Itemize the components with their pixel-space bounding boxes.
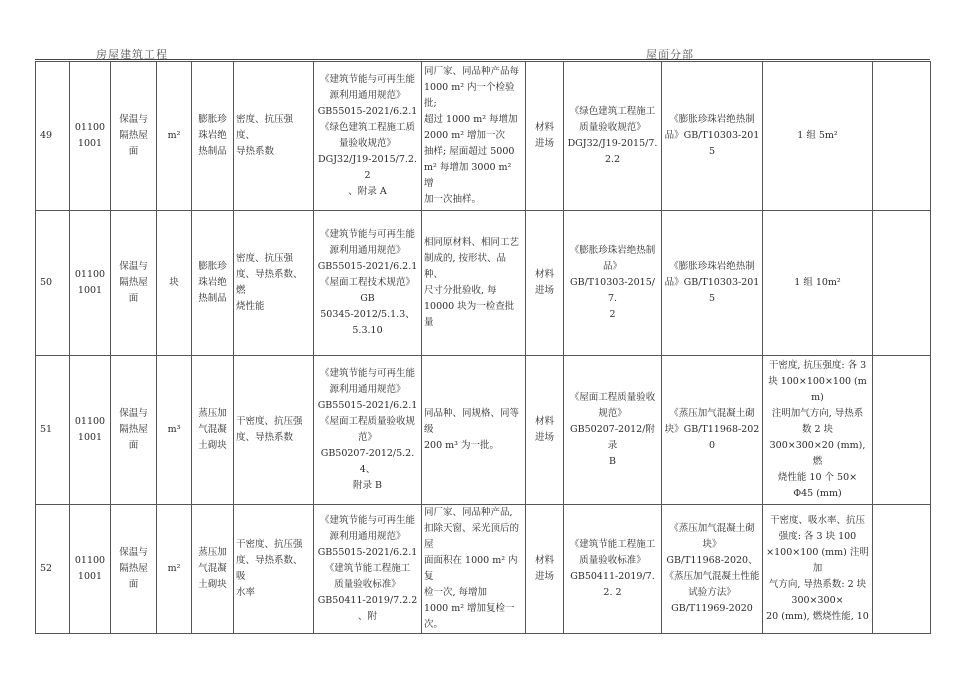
- cell-unit: m³: [157, 356, 192, 505]
- cell-batch-rule-line: 检一次, 每增加: [424, 587, 488, 598]
- cell-acceptance-standard-line: 规范》: [598, 408, 627, 419]
- cell-batch-rule-line: 面面积在 1000 m² 内复: [424, 555, 518, 582]
- cell-material-line: 蒸压加: [198, 408, 227, 419]
- cell-standard-basis: [314, 356, 422, 505]
- cell-timing-line: 材料: [534, 122, 554, 133]
- cell-standard-basis-line: 《绿色建筑工程施工质: [319, 122, 415, 133]
- cell-code-line: 01100: [74, 416, 106, 427]
- cell-material-line: 热制品: [198, 293, 227, 304]
- cell-standard-basis: [314, 505, 422, 634]
- cell-unit: 块: [157, 211, 192, 356]
- inspection-table: [35, 61, 931, 634]
- cell-batch-rule-line: 1000 m² 增加复检一次。: [424, 603, 515, 630]
- cell-timing-line: 进场: [534, 571, 554, 582]
- cell-acceptance-standard: [564, 211, 662, 356]
- cell-sample-size-line: 干密度、吸水率、抗压: [769, 515, 865, 526]
- cell-code-line: 01100: [74, 122, 106, 133]
- cell-unit: m²: [157, 62, 192, 211]
- cell-test-method-line: 品》GB/T10303-2015: [664, 130, 760, 157]
- cell-acceptance-standard-line: 质量验收规范》: [579, 122, 646, 133]
- cell-batch-rule-line: 2000 m² 增加一次: [424, 130, 506, 141]
- cell-batch-rule-line: 扣除天窗、采光顶后的屋: [424, 523, 520, 550]
- cell-acceptance-standard-line: 2: [609, 309, 616, 320]
- cell-sample-size-line: 1 组 10m²: [794, 277, 841, 288]
- cell-test-method-line: 块》GB/T11968-2020: [664, 424, 760, 451]
- table-row: [36, 505, 931, 634]
- cell-material: [192, 211, 234, 356]
- cell-remarks: [873, 505, 931, 634]
- cell-number: 51: [36, 356, 70, 505]
- cell-batch-rule: [422, 62, 526, 211]
- cell-standard-basis: [314, 62, 422, 211]
- cell-acceptance-standard: [564, 62, 662, 211]
- cell-test-items-line: 导热系数: [236, 146, 275, 157]
- cell-code-line: 1001: [77, 285, 103, 296]
- cell-standard-basis-line: 《屋面工程技术规范》: [319, 277, 415, 288]
- cell-category-line: 隔热屋: [119, 277, 148, 288]
- cell-code-line: 01100: [74, 555, 106, 566]
- cell-sample-size: [763, 62, 873, 211]
- cell-number: 50: [36, 211, 70, 356]
- cell-test-items-line: 干密度、抗压强: [236, 416, 303, 427]
- cell-batch-rule-line: 10000 块为一检查批量: [424, 301, 515, 328]
- cell-test-method: [662, 356, 763, 505]
- cell-standard-basis-line: GB55015-2021/6.2.1: [317, 400, 418, 411]
- cell-standard-basis-line: 、附录 A: [348, 186, 387, 197]
- cell-test-items-line: 密度、抗压强: [236, 253, 294, 264]
- cell-code: [70, 62, 111, 211]
- cell-standard-basis-line: GB55015-2021/6.2.1: [317, 547, 418, 558]
- cell-batch-rule-line: m² 每增加 3000 m² 增: [424, 162, 512, 189]
- cell-sample-size-line: 注明加气方向, 导热系: [771, 408, 864, 419]
- cell-acceptance-standard-line: 《屋面工程质量验收: [569, 392, 656, 403]
- cell-timing: [526, 62, 564, 211]
- cell-timing: [526, 356, 564, 505]
- cell-acceptance-standard-line: 《膨胀珍珠岩绝热制: [569, 245, 656, 256]
- header-project-title: 房屋建筑工程: [96, 48, 168, 61]
- cell-test-items: [234, 62, 314, 211]
- cell-category-line: 保温与: [119, 114, 148, 125]
- cell-batch-rule: [422, 211, 526, 356]
- cell-number: 52: [36, 505, 70, 634]
- cell-standard-basis-line: 质量验收标准》: [334, 579, 401, 590]
- cell-test-method-line: 《蒸压加气混凝土砌: [669, 523, 755, 534]
- cell-standard-basis-line: GB55015-2021/6.2.1: [317, 261, 418, 272]
- header-division-title: 屋面分部: [646, 48, 694, 61]
- cell-code-line: 01100: [74, 269, 106, 280]
- cell-standard-basis-line: 《建筑节能与可再生能: [319, 368, 415, 379]
- header-rule: [35, 59, 930, 60]
- cell-sample-size-line: 300×300×: [791, 595, 844, 606]
- cell-category: [111, 211, 157, 356]
- cell-material-line: 珠岩绝: [198, 130, 227, 141]
- cell-sample-size-line: 烧性能 10 个 50×: [777, 472, 858, 483]
- cell-batch-rule-line: 加一次抽样。: [424, 194, 482, 205]
- cell-sample-size-line: 300×300×20 (mm), 燃: [769, 440, 866, 467]
- cell-timing-line: 材料: [534, 269, 554, 280]
- cell-test-method-line: 试验方法》: [688, 587, 736, 598]
- cell-standard-basis-line: 源利用通用规范》: [329, 90, 406, 101]
- cell-timing-line: 材料: [534, 555, 554, 566]
- cell-test-items-line: 密度、抗压强度、: [236, 114, 294, 141]
- cell-batch-rule-line: 相同原材料、相同工艺: [424, 237, 520, 248]
- cell-unit: m²: [157, 505, 192, 634]
- cell-standard-basis-line: 50345-2012/5.1.3、: [320, 309, 415, 320]
- cell-batch-rule-line: 抽样; 屋面超过 5000: [424, 146, 515, 157]
- cell-test-method-line: GB/T11969-2020: [671, 603, 753, 614]
- table-row: [36, 356, 931, 505]
- cell-material-line: 蒸压加: [198, 547, 227, 558]
- cell-acceptance-standard-line: 品》: [602, 261, 622, 272]
- cell-standard-basis-line: 《建筑节能工程施工: [324, 563, 411, 574]
- cell-batch-rule: [422, 356, 526, 505]
- cell-material-line: 热制品: [198, 146, 227, 157]
- cell-standard-basis-line: 《屋面工程质量验收规: [319, 416, 415, 427]
- cell-timing-line: 进场: [534, 285, 554, 296]
- cell-test-items: [234, 211, 314, 356]
- cell-acceptance-standard-line: 2.2: [604, 154, 621, 165]
- cell-batch-rule: [422, 505, 526, 634]
- cell-test-items-line: 水率: [236, 587, 256, 598]
- cell-batch-rule-line: 尺寸分批验收, 每: [424, 285, 497, 296]
- cell-test-items-line: 度、导热系数、吸: [236, 555, 303, 582]
- cell-test-method-line: 块》: [702, 539, 722, 550]
- cell-category-line: 隔热屋: [119, 563, 148, 574]
- table-body: [36, 62, 931, 634]
- cell-standard-basis-line: 源利用通用规范》: [329, 384, 406, 395]
- cell-code-line: 1001: [77, 432, 103, 443]
- cell-sample-size-line: 数 2 块: [801, 424, 834, 435]
- cell-acceptance-standard: [564, 356, 662, 505]
- cell-batch-rule-line: 1000 m² 内一个检验批;: [424, 82, 515, 109]
- cell-standard-basis-line: GB: [360, 293, 375, 304]
- cell-acceptance-standard-line: 《建筑节能工程施工: [569, 539, 656, 550]
- cell-standard-basis-line: 附录 B: [352, 480, 382, 491]
- cell-sample-size: [763, 505, 873, 634]
- cell-material: [192, 356, 234, 505]
- cell-remarks: [873, 62, 931, 211]
- cell-code: [70, 211, 111, 356]
- cell-code-line: 1001: [77, 138, 103, 149]
- cell-batch-rule-line: 200 m³ 为一批。: [424, 440, 499, 451]
- cell-sample-size-line: 强度: 各 3 块 100: [778, 531, 857, 542]
- cell-standard-basis-line: DGJ32/J19-2015/7.2.2: [318, 154, 417, 181]
- cell-material-line: 膨胀珍: [198, 114, 227, 125]
- cell-test-method-line: 品》GB/T10303-2015: [664, 277, 760, 304]
- cell-category-line: 隔热屋: [119, 424, 148, 435]
- cell-sample-size-line: ×100×100 (mm) 注明加: [766, 547, 869, 574]
- cell-test-method-line: 《膨胀珍珠岩绝热制: [669, 114, 755, 125]
- cell-code: [70, 356, 111, 505]
- cell-category-line: 面: [128, 440, 139, 451]
- cell-standard-basis-line: GB50411-2019/7.2.2 、附: [317, 595, 418, 622]
- cell-category: [111, 505, 157, 634]
- cell-test-method: [662, 62, 763, 211]
- cell-sample-size-line: 气方向, 导热系数: 2 块: [768, 579, 867, 590]
- cell-test-method-line: 《蒸压加气混凝土性能: [664, 571, 760, 582]
- cell-material-line: 珠岩绝: [198, 277, 227, 288]
- cell-category-line: 保温与: [119, 408, 148, 419]
- cell-acceptance-standard: [564, 505, 662, 634]
- cell-category-line: 保温与: [119, 547, 148, 558]
- cell-batch-rule-line: 同厂家、同品种产品每: [424, 66, 520, 77]
- cell-material-line: 膨胀珍: [198, 261, 227, 272]
- cell-acceptance-standard-line: B: [609, 456, 616, 467]
- cell-acceptance-standard-line: 质量验收标准》: [579, 555, 646, 566]
- cell-batch-rule-line: 制成的, 按形状、品种、: [424, 253, 507, 280]
- cell-material: [192, 505, 234, 634]
- cell-category: [111, 62, 157, 211]
- cell-batch-rule-line: 同品种、同规格、同等级: [424, 408, 520, 435]
- cell-test-method: [662, 211, 763, 356]
- cell-category: [111, 356, 157, 505]
- cell-sample-size-line: 20 (mm), 燃烧性能, 10: [766, 611, 869, 622]
- cell-category-line: 面: [128, 579, 139, 590]
- cell-test-method-line: 《蒸压加气混凝土砌: [669, 408, 755, 419]
- cell-sample-size: [763, 211, 873, 356]
- cell-standard-basis-line: 《建筑节能与可再生能: [319, 229, 415, 240]
- cell-timing-line: 进场: [534, 138, 554, 149]
- cell-category-line: 保温与: [119, 261, 148, 272]
- cell-standard-basis-line: 量验收规范》: [338, 138, 396, 149]
- cell-test-method-line: 《膨胀珍珠岩绝热制: [669, 261, 755, 272]
- cell-test-method-line: GB/T11968-2020、: [666, 555, 758, 566]
- cell-test-items-line: 度、导热系数: [236, 432, 294, 443]
- cell-timing: [526, 505, 564, 634]
- cell-test-items-line: 干密度、抗压强: [236, 539, 303, 550]
- cell-material-line: 土砌块: [198, 440, 227, 451]
- cell-sample-size-line: Φ45 (mm): [793, 488, 842, 499]
- cell-standard-basis-line: 《建筑节能与可再生能: [319, 515, 415, 526]
- cell-category-line: 隔热屋: [119, 130, 148, 141]
- cell-batch-rule-line: 同厂家、同品种产品,: [424, 507, 513, 518]
- cell-material: [192, 62, 234, 211]
- cell-sample-size: [763, 356, 873, 505]
- cell-material-line: 土砌块: [198, 579, 227, 590]
- cell-standard-basis-line: 5.3.10: [352, 325, 383, 336]
- cell-code-line: 1001: [77, 571, 103, 582]
- cell-standard-basis-line: GB55015-2021/6.2.1: [317, 106, 418, 117]
- cell-standard-basis: [314, 211, 422, 356]
- cell-acceptance-standard-line: 《绿色建筑工程施工: [569, 106, 656, 117]
- cell-standard-basis-line: 《建筑节能与可再生能: [319, 74, 415, 85]
- cell-test-items: [234, 356, 314, 505]
- cell-standard-basis-line: GB50207-2012/5.2.4、: [320, 448, 415, 475]
- cell-material-line: 气混凝: [198, 424, 227, 435]
- cell-code: [70, 505, 111, 634]
- cell-timing-line: 进场: [534, 432, 554, 443]
- cell-number: 49: [36, 62, 70, 211]
- cell-standard-basis-line: 源利用通用规范》: [329, 245, 406, 256]
- cell-category-line: 面: [128, 146, 139, 157]
- cell-acceptance-standard-line: GB/T10303-2015/7.: [570, 277, 655, 304]
- cell-category-line: 面: [128, 293, 139, 304]
- table-row: [36, 211, 931, 356]
- cell-test-method: [662, 505, 763, 634]
- cell-batch-rule-line: 超过 1000 m² 每增加: [424, 114, 518, 125]
- cell-material-line: 气混凝: [198, 563, 227, 574]
- cell-acceptance-standard-line: GB50207-2012/附录: [570, 424, 655, 451]
- cell-standard-basis-line: 源利用通用规范》: [329, 531, 406, 542]
- cell-remarks: [873, 211, 931, 356]
- cell-sample-size-line: 块 100×100×100 (mm): [768, 376, 867, 403]
- cell-test-items-line: 烧性能: [236, 301, 265, 312]
- table-row: [36, 62, 931, 211]
- cell-test-items-line: 度、导热系数、燃: [236, 269, 303, 296]
- cell-test-items: [234, 505, 314, 634]
- cell-timing: [526, 211, 564, 356]
- cell-sample-size-line: 1 组 5m²: [797, 130, 838, 141]
- cell-acceptance-standard-line: GB50411-2019/7.2. 2: [570, 571, 655, 598]
- cell-acceptance-standard-line: DGJ32/J19-2015/7.: [567, 138, 658, 149]
- cell-remarks: [873, 356, 931, 505]
- cell-standard-basis-line: 范》: [357, 432, 377, 443]
- cell-timing-line: 材料: [534, 416, 554, 427]
- cell-sample-size-line: 干密度, 抗压强度: 各 3: [768, 360, 867, 371]
